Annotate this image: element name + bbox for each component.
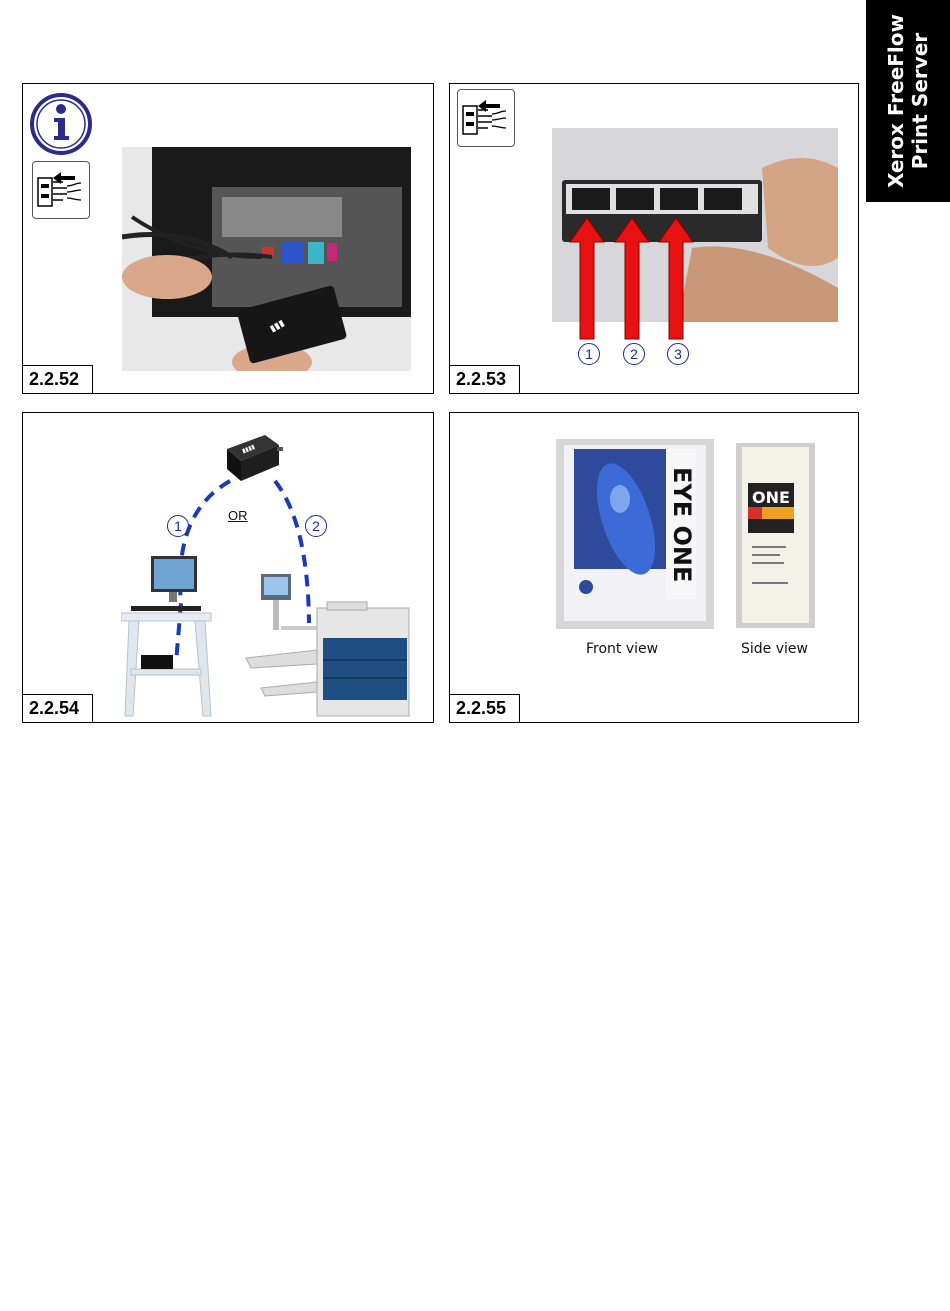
side-tab-line1: Xerox FreeFlow	[884, 13, 908, 189]
panel-2-2-53	[449, 83, 859, 394]
caption-front-view: Front view	[586, 641, 659, 657]
panel-2-2-55	[449, 412, 859, 723]
caption-side-view: Side view	[741, 641, 808, 657]
connect-cable-icon	[457, 89, 515, 147]
info-icon	[29, 92, 93, 156]
svg-text:ONE: ONE	[752, 488, 790, 507]
svg-text:▮▮▮: ▮▮▮	[268, 318, 287, 335]
panel-number: 2.2.54	[23, 694, 93, 722]
panel-number: 2.2.52	[23, 365, 93, 393]
callout-2: 2	[305, 515, 327, 537]
panel-2-2-52	[22, 83, 434, 394]
connect-cable-icon	[32, 161, 90, 219]
side-tab-line2: Print Server	[908, 32, 932, 170]
side-view-box-photo	[736, 443, 815, 628]
callout-2: 2	[623, 343, 645, 365]
svg-text:EYE ONE: EYE ONE	[668, 467, 696, 583]
svg-text:▮▮▮▮: ▮▮▮▮	[241, 443, 257, 455]
printer-image	[241, 568, 416, 718]
panel-number: 2.2.55	[450, 694, 520, 722]
callout-3: 3	[667, 343, 689, 365]
workstation-image	[121, 551, 216, 721]
callout-1: 1	[167, 515, 189, 537]
front-view-box-photo	[556, 439, 714, 629]
side-tab	[866, 0, 950, 202]
callout-1: 1	[578, 343, 600, 365]
port-arrows	[560, 214, 700, 344]
panel-2-2-54	[22, 412, 434, 723]
computer-back-photo	[122, 147, 411, 371]
panel-number: 2.2.53	[450, 365, 520, 393]
or-label: OR	[228, 508, 248, 523]
